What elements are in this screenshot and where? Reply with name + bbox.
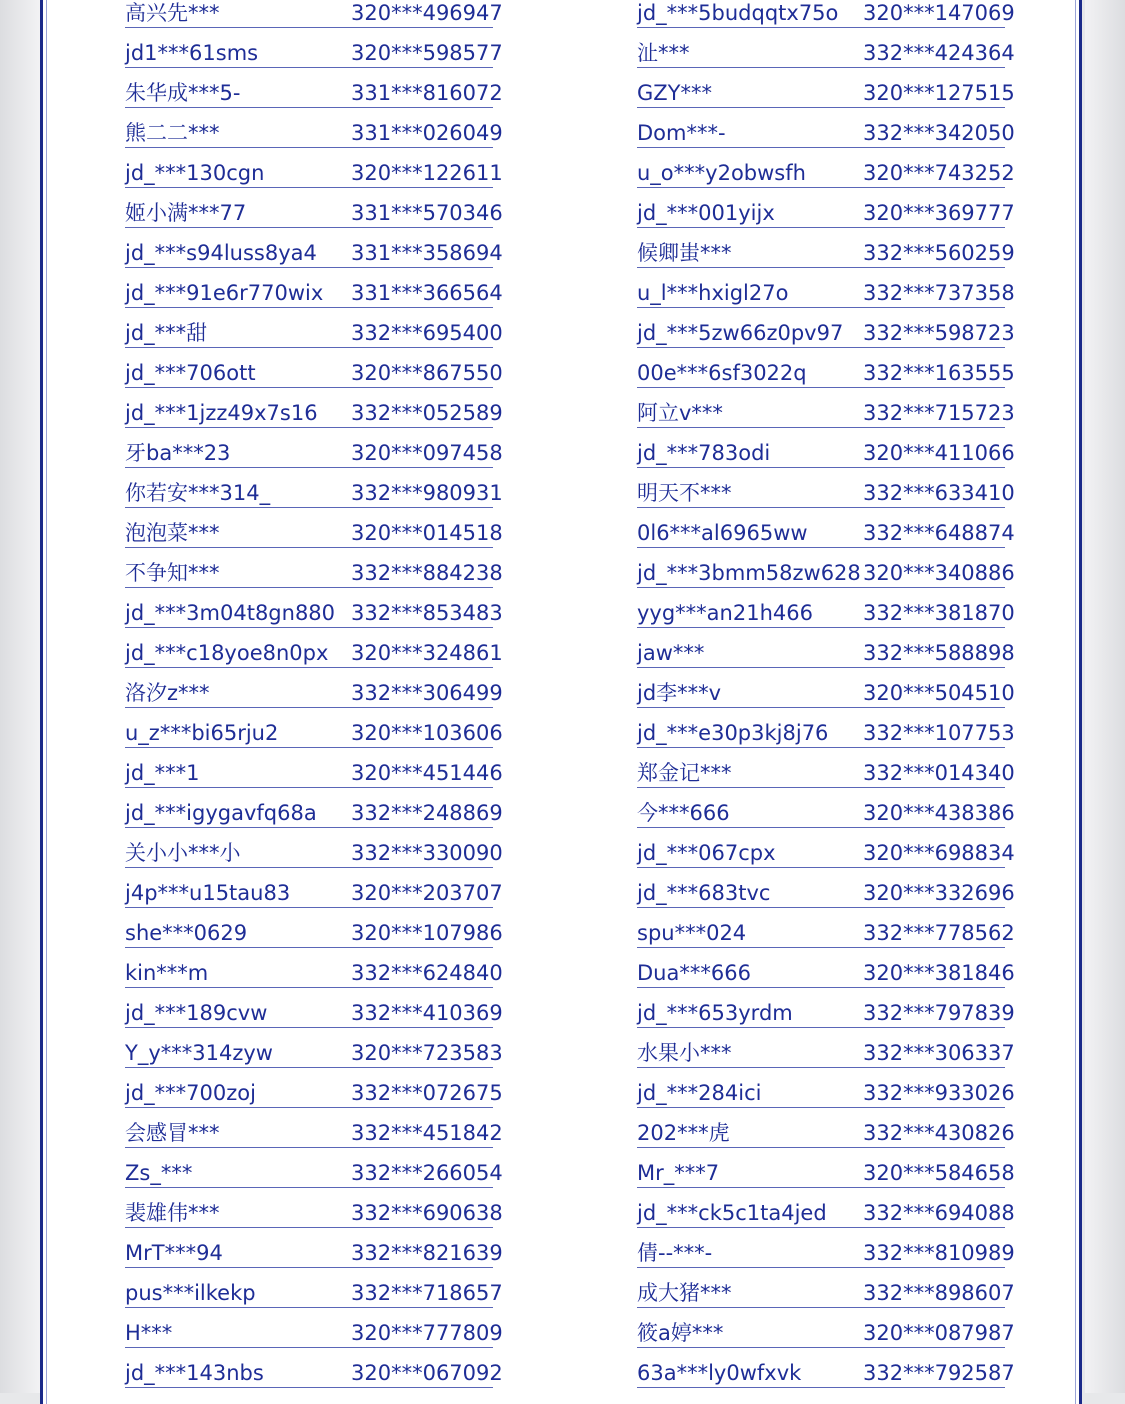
winner-name: 泡泡菜***	[125, 521, 220, 545]
winner-number: 332***430826	[863, 1121, 1015, 1145]
winner-number: 320***340886	[863, 561, 1015, 585]
row-underline	[637, 1387, 1005, 1388]
winner-name: H***	[125, 1321, 173, 1345]
winner-number: 320***332696	[863, 881, 1015, 905]
winner-row-right	[637, 234, 1015, 274]
winner-row-right	[637, 1194, 1015, 1234]
winner-name: 候卿蚩***	[637, 241, 732, 265]
row-underline	[637, 107, 1005, 108]
row-underline	[637, 307, 1005, 308]
row-underline	[125, 547, 493, 548]
winner-row-right	[637, 1074, 1015, 1114]
winner-name: spu***024	[637, 921, 747, 945]
winner-number: 332***633410	[863, 481, 1015, 505]
winner-name: jd_***91e6r770wix	[125, 281, 324, 305]
row-underline	[637, 1347, 1005, 1348]
winner-number: 332***792587	[863, 1361, 1015, 1385]
winner-name: 明天不***	[637, 481, 732, 505]
winner-number: 332***933026	[863, 1081, 1015, 1105]
winner-name: jd_***s94luss8ya4	[125, 241, 317, 265]
winner-number: 331***366564	[351, 281, 503, 305]
winner-number: 332***342050	[863, 121, 1015, 145]
winner-row-right	[637, 754, 1015, 794]
winner-row-right	[637, 954, 1015, 994]
winner-row-left	[125, 234, 503, 274]
winner-number: 320***411066	[863, 441, 1015, 465]
winner-name: jd_***653yrdm	[637, 1001, 793, 1025]
winner-number: 332***884238	[351, 561, 503, 585]
winner-number: 332***330090	[351, 841, 503, 865]
winner-name: jd_***067cpx	[637, 841, 776, 865]
winner-row-left	[125, 1074, 503, 1114]
winner-row-left	[125, 1154, 503, 1194]
winner-number: 320***381846	[863, 961, 1015, 985]
winner-number: 320***014518	[351, 521, 503, 545]
winner-name: 熊二二***	[125, 121, 220, 145]
winner-row-right	[637, 554, 1015, 594]
winner-row-right	[637, 434, 1015, 474]
winner-number: 320***867550	[351, 361, 503, 385]
winner-name: jd_***284ici	[637, 1081, 762, 1105]
winner-number: 320***122611	[351, 161, 503, 185]
winner-row-right	[637, 874, 1015, 914]
winner-name: 今***666	[637, 801, 730, 825]
winner-number: 320***369777	[863, 201, 1015, 225]
winner-name: 水果小***	[637, 1041, 732, 1065]
row-underline	[125, 107, 493, 108]
winner-number: 331***358694	[351, 241, 503, 265]
winner-row-right	[637, 354, 1015, 394]
winner-number: 332***695400	[351, 321, 503, 345]
row-underline	[637, 467, 1005, 468]
row-underline	[637, 387, 1005, 388]
row-underline	[125, 587, 493, 588]
winner-number: 332***560259	[863, 241, 1015, 265]
winner-name: jd1***61sms	[125, 41, 259, 65]
winner-name: jd_***706ott	[125, 361, 256, 385]
winner-number: 332***381870	[863, 601, 1015, 625]
winner-number: 331***816072	[351, 81, 503, 105]
winner-row-right	[637, 1034, 1015, 1074]
row-underline	[125, 1027, 493, 1028]
winner-number: 331***570346	[351, 201, 503, 225]
winner-row-left	[125, 354, 503, 394]
row-underline	[125, 147, 493, 148]
winner-name: Y_y***314zyw	[125, 1041, 273, 1065]
winner-number: 332***588898	[863, 641, 1015, 665]
row-underline	[125, 507, 493, 508]
winner-name: 63a***ly0wfxvk	[637, 1361, 802, 1385]
winner-name: 00e***6sf3022q	[637, 361, 807, 385]
winner-name: jd_***683tvc	[637, 881, 771, 905]
winner-row-left	[125, 114, 503, 154]
row-underline	[637, 67, 1005, 68]
winner-row-right	[637, 74, 1015, 114]
winner-row-right	[637, 634, 1015, 674]
row-underline	[637, 1107, 1005, 1108]
winner-number: 320***504510	[863, 681, 1015, 705]
winner-list-left-column	[125, 0, 503, 1394]
winner-name: 0l6***al6965ww	[637, 521, 808, 545]
winner-row-right	[637, 154, 1015, 194]
winner-row-right	[637, 1274, 1015, 1314]
winner-row-left	[125, 954, 503, 994]
winner-row-right	[637, 514, 1015, 554]
winner-number: 320***598577	[351, 41, 503, 65]
winner-number: 332***810989	[863, 1241, 1015, 1265]
winner-name: she***0629	[125, 921, 248, 945]
winner-row-left	[125, 874, 503, 914]
winner-number: 332***424364	[863, 41, 1015, 65]
row-underline	[125, 227, 493, 228]
winner-row-right	[637, 474, 1015, 514]
winner-row-right	[637, 394, 1015, 434]
row-underline	[125, 827, 493, 828]
row-underline	[125, 627, 493, 628]
winner-number: 332***107753	[863, 721, 1015, 745]
winner-name: jaw***	[637, 641, 705, 665]
winner-number: 332***306337	[863, 1041, 1015, 1065]
winner-name: jd_***143nbs	[125, 1361, 264, 1385]
winner-row-right	[637, 1234, 1015, 1274]
winner-name: jd_***3m04t8gn880	[125, 601, 336, 625]
winner-number: 320***496947	[351, 1, 503, 25]
winner-row-left	[125, 1234, 503, 1274]
winner-number: 332***980931	[351, 481, 503, 505]
row-underline	[125, 947, 493, 948]
winner-number: 331***026049	[351, 121, 503, 145]
winner-row-right	[637, 794, 1015, 834]
winner-number: 332***410369	[351, 1001, 503, 1025]
winner-name: jd_***3bmm58zw628	[637, 561, 861, 585]
winner-row-left	[125, 1314, 503, 1354]
row-underline	[637, 947, 1005, 948]
winner-row-left	[125, 474, 503, 514]
row-underline	[125, 1107, 493, 1108]
winner-row-right	[637, 914, 1015, 954]
winner-name: 202***虎	[637, 1121, 730, 1145]
row-underline	[125, 987, 493, 988]
row-underline	[125, 1387, 493, 1388]
winner-name: 筱a婷***	[637, 1321, 724, 1345]
winner-number: 320***584658	[863, 1161, 1015, 1185]
row-underline	[125, 347, 493, 348]
winner-number: 320***723583	[351, 1041, 503, 1065]
winner-name: u_z***bi65rju2	[125, 721, 279, 745]
winner-name: jd_***1	[125, 761, 200, 785]
row-underline	[125, 187, 493, 188]
winner-name: 姬小满***77	[125, 201, 247, 225]
winner-number: 320***698834	[863, 841, 1015, 865]
winner-number: 320***087987	[863, 1321, 1015, 1345]
winner-number: 332***648874	[863, 521, 1015, 545]
winner-number: 332***737358	[863, 281, 1015, 305]
winner-number: 332***248869	[351, 801, 503, 825]
row-underline	[637, 667, 1005, 668]
winner-row-left	[125, 994, 503, 1034]
row-underline	[637, 1027, 1005, 1028]
winner-row-left	[125, 194, 503, 234]
winner-name: Dua***666	[637, 961, 751, 985]
winner-row-right	[637, 1114, 1015, 1154]
winner-name: yyg***an21h466	[637, 601, 813, 625]
row-underline	[637, 427, 1005, 428]
winner-name: GZY***	[637, 81, 712, 105]
winner-row-left	[125, 1194, 503, 1234]
row-underline	[125, 867, 493, 868]
winner-row-left	[125, 754, 503, 794]
winner-row-right	[637, 1154, 1015, 1194]
winner-number: 332***718657	[351, 1281, 503, 1305]
row-underline	[125, 307, 493, 308]
row-underline	[125, 747, 493, 748]
winner-row-right	[637, 0, 1015, 34]
winner-row-right	[637, 314, 1015, 354]
row-underline	[637, 907, 1005, 908]
winner-number: 320***127515	[863, 81, 1015, 105]
winner-number: 320***107986	[351, 921, 503, 945]
winner-row-left	[125, 794, 503, 834]
row-underline	[637, 1307, 1005, 1308]
winner-row-left	[125, 914, 503, 954]
row-underline	[637, 27, 1005, 28]
row-underline	[125, 1267, 493, 1268]
winner-number: 320***097458	[351, 441, 503, 465]
row-underline	[125, 267, 493, 268]
winner-number: 332***797839	[863, 1001, 1015, 1025]
winner-name: jd_***ck5c1ta4jed	[637, 1201, 827, 1225]
winner-row-left	[125, 514, 503, 554]
winner-row-left	[125, 1354, 503, 1394]
row-underline	[125, 1307, 493, 1308]
row-underline	[637, 547, 1005, 548]
winner-row-left	[125, 714, 503, 754]
row-underline	[125, 1147, 493, 1148]
winner-name: 你若安***314_	[125, 481, 271, 505]
page-edge-right	[1085, 0, 1125, 1393]
row-underline	[125, 1347, 493, 1348]
row-underline	[125, 787, 493, 788]
row-underline	[637, 747, 1005, 748]
row-underline	[125, 667, 493, 668]
winner-name: jd_***e30p3kj8j76	[637, 721, 829, 745]
page-edge-left	[0, 0, 40, 1393]
winner-name: 朱华成***5-	[125, 81, 241, 105]
winner-name: u_l***hxigl27o	[637, 281, 789, 305]
winner-name: 郑金记***	[637, 761, 732, 785]
winner-row-right	[637, 34, 1015, 74]
row-underline	[637, 987, 1005, 988]
winner-number: 332***266054	[351, 1161, 503, 1185]
winner-row-left	[125, 554, 503, 594]
winner-row-right	[637, 1354, 1015, 1394]
row-underline	[637, 787, 1005, 788]
winner-name: Zs_***	[125, 1161, 193, 1185]
winner-row-left	[125, 834, 503, 874]
winner-row-left	[125, 0, 503, 34]
winner-row-left	[125, 274, 503, 314]
winner-row-right	[637, 834, 1015, 874]
winner-name: kin***m	[125, 961, 209, 985]
winner-row-left	[125, 594, 503, 634]
winner-number: 320***203707	[351, 881, 503, 905]
winner-name: 裴雄伟***	[125, 1201, 220, 1225]
winner-name: jd_***001yijx	[637, 201, 775, 225]
winner-number: 320***067092	[351, 1361, 503, 1385]
winner-name: 会感冒***	[125, 1121, 220, 1145]
winner-name: 关小小***小	[125, 841, 241, 865]
row-underline	[637, 1267, 1005, 1268]
winner-row-right	[637, 994, 1015, 1034]
row-underline	[637, 507, 1005, 508]
row-underline	[125, 707, 493, 708]
row-underline	[125, 907, 493, 908]
winner-number: 332***778562	[863, 921, 1015, 945]
row-underline	[637, 227, 1005, 228]
row-underline	[125, 467, 493, 468]
row-underline	[637, 867, 1005, 868]
winner-row-left	[125, 394, 503, 434]
winner-row-left	[125, 154, 503, 194]
winner-name: jd李***v	[637, 681, 722, 705]
winner-row-right	[637, 594, 1015, 634]
winner-number: 332***853483	[351, 601, 503, 625]
row-underline	[637, 587, 1005, 588]
winner-number: 332***163555	[863, 361, 1015, 385]
row-underline	[125, 1187, 493, 1188]
winner-name: Mr_***7	[637, 1161, 720, 1185]
winner-name: 倩--***-	[637, 1241, 713, 1265]
winner-name: jd_***5budqqtx75o	[637, 1, 839, 25]
winner-name: 高兴先***	[125, 1, 220, 25]
winner-row-left	[125, 1274, 503, 1314]
winner-number: 332***690638	[351, 1201, 503, 1225]
row-underline	[637, 347, 1005, 348]
winner-row-right	[637, 674, 1015, 714]
winner-name: j4p***u15tau83	[125, 881, 291, 905]
row-underline	[125, 1227, 493, 1228]
winner-name: 沚***	[637, 41, 690, 65]
winner-row-left	[125, 34, 503, 74]
winner-row-right	[637, 1314, 1015, 1354]
winner-name: jd_***189cvw	[125, 1001, 268, 1025]
row-underline	[637, 1147, 1005, 1148]
row-underline	[637, 827, 1005, 828]
row-underline	[637, 627, 1005, 628]
winner-row-right	[637, 114, 1015, 154]
winner-number: 320***147069	[863, 1, 1015, 25]
winner-number: 332***898607	[863, 1281, 1015, 1305]
winner-name: jd_***1jzz49x7s16	[125, 401, 318, 425]
row-underline	[125, 387, 493, 388]
winner-row-left	[125, 634, 503, 674]
row-underline	[125, 67, 493, 68]
winner-number: 320***743252	[863, 161, 1015, 185]
winner-name: 洛汐z***	[125, 681, 210, 705]
winner-number: 320***451446	[351, 761, 503, 785]
row-underline	[637, 1067, 1005, 1068]
winner-name: 牙ba***23	[125, 441, 231, 465]
winner-row-left	[125, 1034, 503, 1074]
winner-row-left	[125, 314, 503, 354]
winner-name: Dom***-	[637, 121, 726, 145]
row-underline	[637, 267, 1005, 268]
winner-name: jd_***甜	[125, 321, 208, 345]
winner-list-sheet	[40, 0, 1082, 1404]
row-underline	[637, 1187, 1005, 1188]
row-underline	[637, 707, 1005, 708]
winner-name: u_o***y2obwsfh	[637, 161, 806, 185]
winner-number: 332***072675	[351, 1081, 503, 1105]
winner-name: jd_***700zoj	[125, 1081, 256, 1105]
winner-row-left	[125, 674, 503, 714]
winner-number: 332***306499	[351, 681, 503, 705]
row-underline	[637, 147, 1005, 148]
winner-name: 阿立v***	[637, 401, 723, 425]
winner-name: MrT***94	[125, 1241, 223, 1265]
winner-number: 332***014340	[863, 761, 1015, 785]
winner-row-right	[637, 714, 1015, 754]
winner-number: 320***438386	[863, 801, 1015, 825]
winner-name: jd_***igygavfq68a	[125, 801, 317, 825]
winner-number: 320***777809	[351, 1321, 503, 1345]
winner-row-left	[125, 434, 503, 474]
winner-number: 320***103606	[351, 721, 503, 745]
row-underline	[125, 427, 493, 428]
winner-list-right-column	[637, 0, 1015, 1394]
winner-row-right	[637, 194, 1015, 234]
winner-name: jd_***c18yoe8n0px	[125, 641, 329, 665]
winner-number: 332***598723	[863, 321, 1015, 345]
winner-row-left	[125, 1114, 503, 1154]
winner-number: 332***821639	[351, 1241, 503, 1265]
winner-number: 332***624840	[351, 961, 503, 985]
winner-name: 成大猪***	[637, 1281, 732, 1305]
winner-row-right	[637, 274, 1015, 314]
winner-name: jd_***130cgn	[125, 161, 265, 185]
row-underline	[125, 1067, 493, 1068]
row-underline	[125, 27, 493, 28]
winner-name: pus***ilkekp	[125, 1281, 256, 1305]
row-underline	[637, 1227, 1005, 1228]
winner-name: jd_***783odi	[637, 441, 771, 465]
winner-row-left	[125, 74, 503, 114]
winner-number: 332***715723	[863, 401, 1015, 425]
winner-number: 320***324861	[351, 641, 503, 665]
row-underline	[637, 187, 1005, 188]
winner-name: 不争知***	[125, 561, 220, 585]
winner-number: 332***451842	[351, 1121, 503, 1145]
winner-name: jd_***5zw66z0pv97	[637, 321, 844, 345]
winner-number: 332***052589	[351, 401, 503, 425]
winner-number: 332***694088	[863, 1201, 1015, 1225]
